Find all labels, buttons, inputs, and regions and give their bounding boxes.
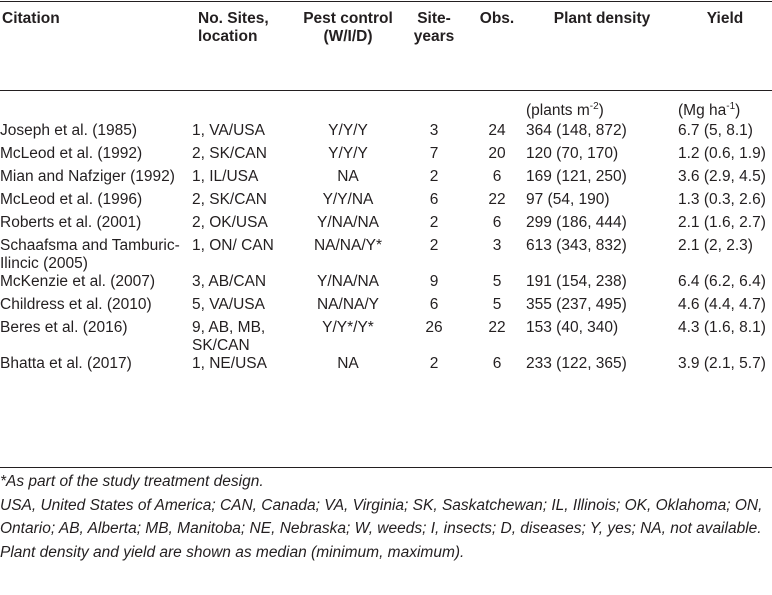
cell-sites: 2, SK/CAN xyxy=(192,191,267,208)
table-row xyxy=(0,214,772,237)
cell-sites: 1, NE/USA xyxy=(192,355,267,372)
table-row xyxy=(0,296,772,319)
table-row xyxy=(0,237,772,273)
cell-citation: Joseph et al. (1985) xyxy=(0,122,138,139)
cell-sites: 1, ON/ CAN xyxy=(192,237,274,254)
cell-obs: 6 xyxy=(492,214,502,231)
header-obs: Obs. xyxy=(479,10,515,27)
cell-yield: 3.6 (2.9, 4.5) xyxy=(678,168,766,185)
cell-plant-density: 97 (54, 190) xyxy=(526,191,610,208)
cell-yield: 4.6 (4.4, 4.7) xyxy=(678,296,766,313)
cell-yield: 1.3 (0.3, 2.6) xyxy=(678,191,766,208)
cell-pest-control: Y/Y*/Y* xyxy=(322,319,374,336)
cell-site-years: 9 xyxy=(429,273,439,290)
cell-site-years: 3 xyxy=(429,122,439,139)
cell-yield: 2.1 (1.6, 2.7) xyxy=(678,214,766,231)
density-unit: (plants $m^{-2}$) xyxy=(526,100,604,119)
cell-pest-control: Y/Y/Y xyxy=(328,145,368,162)
header-row xyxy=(0,10,772,88)
table-row xyxy=(0,122,772,145)
cell-sites: 1, VA/USA xyxy=(192,122,265,139)
footnote-asterisk: *As part of the study treatment design. xyxy=(0,473,264,490)
units-row xyxy=(0,88,772,122)
table-row xyxy=(0,168,772,191)
footnote-abbreviations: USA, United States of America; CAN, Canada; VA, Virginia; SK, Saskatchewan; IL, Illinois; OK, Oklahoma; ON, Ontario; AB, Alberta; MB, Manitoba; NE, Nebraska; W, weeds; I, insects; D, diseases; Y, yes; NA, not available. xyxy=(0,496,763,537)
cell-obs: 6 xyxy=(492,355,502,372)
cell-plant-density: 153 (40, 340) xyxy=(526,319,619,336)
cell-plant-density: 169 (121, 250) xyxy=(526,168,627,185)
cell-pest-control: NA xyxy=(337,168,359,185)
cell-obs: 5 xyxy=(492,296,502,313)
cell-yield: 4.3 (1.6, 8.1) xyxy=(678,319,766,336)
cell-plant-density: 191 (154, 238) xyxy=(526,273,627,290)
cell-citation: McLeod et al. (1992) xyxy=(0,145,143,162)
data-table xyxy=(0,10,772,378)
cell-plant-density: 613 (343, 832) xyxy=(526,237,627,254)
cell-site-years: 6 xyxy=(429,191,439,208)
cell-pest-control: Y/NA/NA xyxy=(316,273,379,290)
header-pest-control: Pest control (W/I/D) xyxy=(303,10,393,45)
cell-sites: 3, AB/CAN xyxy=(192,273,267,290)
header-citation: Citation xyxy=(2,10,60,27)
cell-pest-control: NA/NA/Y xyxy=(316,296,379,313)
header-site-years: Site-years xyxy=(413,10,455,45)
cell-yield: 2.1 (2, 2.3) xyxy=(678,237,753,254)
cell-pest-control: Y/Y/NA xyxy=(322,191,374,208)
bottom-rule xyxy=(0,467,772,468)
cell-pest-control: Y/NA/NA xyxy=(316,214,379,231)
cell-yield: 3.9 (2.1, 5.7) xyxy=(678,355,766,372)
table-row xyxy=(0,191,772,214)
cell-pest-control: NA xyxy=(337,355,359,372)
cell-site-years: 2 xyxy=(429,214,439,231)
cell-plant-density: 299 (186, 444) xyxy=(526,214,627,231)
cell-yield: 6.7 (5, 8.1) xyxy=(678,122,753,139)
top-rule xyxy=(0,1,772,2)
cell-sites: 9, AB, MB, SK/CAN xyxy=(192,319,266,354)
cell-site-years: 2 xyxy=(429,168,439,185)
cell-citation: Roberts et al. (2001) xyxy=(0,214,142,231)
cell-yield: 6.4 (6.2, 6.4) xyxy=(678,273,766,290)
table-row xyxy=(0,273,772,296)
cell-site-years: 2 xyxy=(429,237,439,254)
cell-obs: 20 xyxy=(488,145,506,162)
footnote-median: Plant density and yield are shown as median (minimum, maximum). xyxy=(0,543,465,561)
cell-obs: 24 xyxy=(488,122,506,139)
cell-obs: 3 xyxy=(492,237,502,254)
cell-obs: 5 xyxy=(492,273,502,290)
cell-citation: Childress et al. (2010) xyxy=(0,296,152,313)
table-row xyxy=(0,145,772,168)
cell-sites: 1, IL/USA xyxy=(192,168,259,185)
yield-unit: (Mg $ha^{-1}$) xyxy=(678,100,741,119)
cell-pest-control: NA/NA/Y* xyxy=(313,237,383,254)
footnotes xyxy=(0,470,772,564)
cell-yield: 1.2 (0.6, 1.9) xyxy=(678,145,766,162)
cell-citation: Bhatta et al. (2017) xyxy=(0,355,132,372)
cell-citation: McKenzie et al. (2007) xyxy=(0,273,156,290)
cell-sites: 5, VA/USA xyxy=(192,296,265,313)
cell-plant-density: 364 (148, 872) xyxy=(526,122,627,139)
cell-sites: 2, SK/CAN xyxy=(192,145,267,162)
header-yield: Yield xyxy=(706,10,744,27)
table-row xyxy=(0,319,772,355)
cell-obs: 22 xyxy=(488,319,506,336)
cell-plant-density: 120 (70, 170) xyxy=(526,145,619,162)
cell-site-years: 26 xyxy=(425,319,443,336)
cell-citation: Mian and Nafziger (1992) xyxy=(0,168,175,185)
cell-sites: 2, OK/USA xyxy=(192,214,268,231)
cell-citation: Beres et al. (2016) xyxy=(0,319,128,336)
cell-obs: 6 xyxy=(492,168,502,185)
cell-citation: McLeod et al. (1996) xyxy=(0,191,143,208)
cell-plant-density: 355 (237, 495) xyxy=(526,296,627,313)
cell-pest-control: Y/Y/Y xyxy=(328,122,368,139)
cell-citation: Schaafsma and Tamburic-Ilincic (2005) xyxy=(0,237,180,272)
header-plant-density: Plant density xyxy=(553,10,651,27)
cell-site-years: 2 xyxy=(429,355,439,372)
header-sites: No. Sites, location xyxy=(198,10,269,45)
cell-plant-density: 233 (122, 365) xyxy=(526,355,627,372)
cell-site-years: 7 xyxy=(429,145,439,162)
cell-site-years: 6 xyxy=(429,296,439,313)
table-row xyxy=(0,355,772,378)
cell-obs: 22 xyxy=(488,191,506,208)
